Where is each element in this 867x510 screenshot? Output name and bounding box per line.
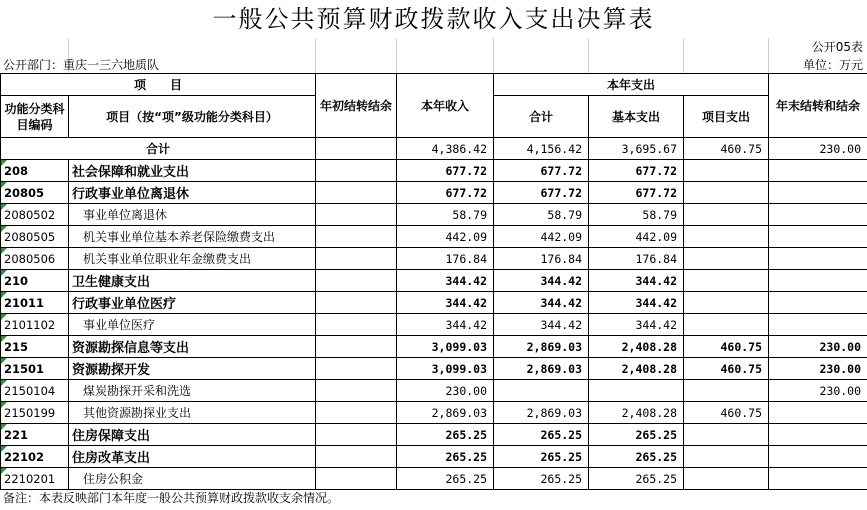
header-exp-basic: 基本支出 xyxy=(589,96,684,138)
row-exp-project[interactable] xyxy=(684,314,769,336)
comment-marker-icon xyxy=(1,468,7,474)
row-exp-project[interactable] xyxy=(684,204,769,226)
row-code-text: 2080505 xyxy=(4,229,56,244)
sheet-gridline xyxy=(315,38,316,73)
row-exp-project[interactable] xyxy=(684,446,769,468)
row-closing[interactable] xyxy=(769,402,867,424)
row-closing[interactable] xyxy=(769,314,867,336)
total-exp-basic: 3,695.67 xyxy=(589,138,684,160)
header-name: 项目（按“项”级功能分类科目） xyxy=(69,96,316,138)
row-opening[interactable] xyxy=(316,314,397,336)
row-opening[interactable] xyxy=(316,248,397,270)
comment-marker-icon xyxy=(1,358,7,364)
table-row xyxy=(1,226,867,248)
row-income[interactable]: 344.42 xyxy=(397,314,494,336)
row-code[interactable] xyxy=(1,380,69,402)
row-closing[interactable] xyxy=(769,468,867,490)
row-exp-project[interactable] xyxy=(684,226,769,248)
row-name[interactable]: 资源勘探开发 xyxy=(69,358,316,380)
row-opening[interactable] xyxy=(316,182,397,204)
row-exp-project[interactable] xyxy=(684,270,769,292)
row-code-text: 215 xyxy=(4,339,29,354)
total-exp-total: 4,156.42 xyxy=(494,138,589,160)
row-exp-basic[interactable]: 442.09 xyxy=(589,226,684,248)
row-code[interactable] xyxy=(1,424,69,446)
row-code[interactable] xyxy=(1,160,69,182)
row-code[interactable] xyxy=(1,336,69,358)
row-code-text: 208 xyxy=(4,163,29,178)
row-income[interactable]: 58.79 xyxy=(397,204,494,226)
row-code[interactable] xyxy=(1,446,69,468)
row-exp-project[interactable] xyxy=(684,380,769,402)
total-income: 4,386.42 xyxy=(397,138,494,160)
table-row xyxy=(1,248,867,270)
row-opening[interactable] xyxy=(316,270,397,292)
row-exp-total[interactable]: 677.72 xyxy=(494,160,589,182)
header-exp-total: 合计 xyxy=(494,96,589,138)
row-opening[interactable] xyxy=(316,358,397,380)
header-expenditure-group: 本年支出 xyxy=(494,74,769,96)
row-income[interactable]: 2,869.03 xyxy=(397,402,494,424)
comment-marker-icon xyxy=(1,182,7,188)
row-closing[interactable] xyxy=(769,292,867,314)
row-code[interactable] xyxy=(1,204,69,226)
row-exp-basic[interactable]: 2,408.28 xyxy=(589,402,684,424)
row-opening[interactable] xyxy=(316,336,397,358)
row-exp-basic[interactable]: 265.25 xyxy=(589,446,684,468)
row-closing[interactable]: 230.00 xyxy=(769,336,867,358)
row-name[interactable]: 事业单位离退休 xyxy=(69,204,316,226)
row-closing[interactable] xyxy=(769,204,867,226)
row-exp-project[interactable] xyxy=(684,292,769,314)
row-income[interactable]: 344.42 xyxy=(397,270,494,292)
row-exp-project[interactable]: 460.75 xyxy=(684,402,769,424)
row-exp-total[interactable]: 2,869.03 xyxy=(494,336,589,358)
row-exp-total[interactable]: 677.72 xyxy=(494,182,589,204)
row-code[interactable] xyxy=(1,402,69,424)
row-closing[interactable] xyxy=(769,446,867,468)
row-income[interactable]: 677.72 xyxy=(397,182,494,204)
row-code-text: 2150199 xyxy=(4,405,56,420)
row-income[interactable]: 677.72 xyxy=(397,160,494,182)
row-exp-total[interactable]: 442.09 xyxy=(494,226,589,248)
row-name[interactable]: 机关事业单位基本养老保险缴费支出 xyxy=(69,226,316,248)
table-row xyxy=(1,358,867,380)
report-title: 一般公共预算财政拨款收入支出决算表 xyxy=(212,5,655,33)
row-closing[interactable]: 230.00 xyxy=(769,380,867,402)
comment-marker-icon xyxy=(1,336,7,342)
row-exp-basic[interactable]: 2,408.28 xyxy=(589,336,684,358)
row-code[interactable] xyxy=(1,248,69,270)
total-closing: 230.00 xyxy=(769,138,867,160)
row-income[interactable]: 265.25 xyxy=(397,446,494,468)
header-code: 功能分类科目编码 xyxy=(1,96,69,138)
row-code-text: 221 xyxy=(4,427,29,442)
row-opening[interactable] xyxy=(316,226,397,248)
header-exp-project: 项目支出 xyxy=(684,96,769,138)
row-exp-total[interactable]: 176.84 xyxy=(494,248,589,270)
row-income[interactable]: 3,099.03 xyxy=(397,358,494,380)
row-income[interactable]: 442.09 xyxy=(397,226,494,248)
row-opening[interactable] xyxy=(316,292,397,314)
row-closing[interactable] xyxy=(769,182,867,204)
row-name[interactable]: 行政事业单位离退休 xyxy=(69,182,316,204)
row-name[interactable]: 住房改革支出 xyxy=(69,446,316,468)
row-exp-total[interactable]: 265.25 xyxy=(494,446,589,468)
row-exp-project[interactable] xyxy=(684,424,769,446)
row-name[interactable]: 卫生健康支出 xyxy=(69,270,316,292)
row-exp-total[interactable]: 344.42 xyxy=(494,314,589,336)
comment-marker-icon xyxy=(1,204,7,210)
total-opening xyxy=(316,138,397,160)
row-opening[interactable] xyxy=(316,468,397,490)
sheet-gridline xyxy=(588,38,589,73)
row-exp-total[interactable]: 2,869.03 xyxy=(494,402,589,424)
comment-marker-icon xyxy=(1,380,7,386)
row-name[interactable]: 煤炭勘探开采和洗选 xyxy=(69,380,316,402)
row-opening[interactable] xyxy=(316,402,397,424)
comment-marker-icon xyxy=(1,402,7,408)
comment-marker-icon xyxy=(1,314,7,320)
row-exp-project[interactable] xyxy=(684,248,769,270)
row-code-text: 2101102 xyxy=(4,317,56,332)
row-income[interactable]: 3,099.03 xyxy=(397,336,494,358)
table-row xyxy=(1,402,867,424)
row-exp-total[interactable]: 344.42 xyxy=(494,270,589,292)
row-exp-total[interactable]: 265.25 xyxy=(494,424,589,446)
row-code-text: 21011 xyxy=(4,295,45,310)
row-name[interactable]: 行政事业单位医疗 xyxy=(69,292,316,314)
row-name[interactable]: 机关事业单位职业年金缴费支出 xyxy=(69,248,316,270)
sheet-gridline xyxy=(683,38,684,73)
row-name[interactable]: 其他资源勘探业支出 xyxy=(69,402,316,424)
form-code: 公开05表 xyxy=(811,40,863,54)
row-exp-basic[interactable]: 265.25 xyxy=(589,424,684,446)
row-name[interactable]: 住房保障支出 xyxy=(69,424,316,446)
row-income[interactable]: 176.84 xyxy=(397,248,494,270)
row-exp-basic[interactable]: 344.42 xyxy=(589,270,684,292)
department-label: 公开部门：重庆一三六地质队 xyxy=(3,58,160,72)
row-income[interactable]: 344.42 xyxy=(397,292,494,314)
row-opening[interactable] xyxy=(316,160,397,182)
table-body xyxy=(1,160,867,490)
comment-marker-icon xyxy=(1,292,7,298)
row-exp-total[interactable]: 344.42 xyxy=(494,292,589,314)
row-name[interactable]: 事业单位医疗 xyxy=(69,314,316,336)
row-name[interactable]: 住房公积金 xyxy=(69,468,316,490)
comment-marker-icon xyxy=(1,248,7,254)
row-exp-basic[interactable]: 58.79 xyxy=(589,204,684,226)
row-income[interactable]: 265.25 xyxy=(397,468,494,490)
row-closing[interactable] xyxy=(769,226,867,248)
row-code-text: 2080506 xyxy=(4,251,56,266)
row-exp-basic[interactable]: 677.72 xyxy=(589,160,684,182)
table-row xyxy=(1,204,867,226)
sheet-gridline xyxy=(493,38,494,73)
header-closing-balance: 年末结转和结余 xyxy=(769,74,867,138)
table-row xyxy=(1,314,867,336)
header-opening-balance: 年初结转结余 xyxy=(316,74,397,138)
row-exp-total[interactable]: 58.79 xyxy=(494,204,589,226)
table-row xyxy=(1,380,867,402)
row-exp-basic[interactable]: 344.42 xyxy=(589,314,684,336)
row-exp-project[interactable]: 460.75 xyxy=(684,358,769,380)
total-row xyxy=(1,138,867,160)
comment-marker-icon xyxy=(1,424,7,430)
table-row xyxy=(1,270,867,292)
row-code-text: 210 xyxy=(4,273,29,288)
row-code[interactable] xyxy=(1,270,69,292)
row-income[interactable]: 265.25 xyxy=(397,424,494,446)
table-row xyxy=(1,292,867,314)
row-code-text: 2150104 xyxy=(4,383,56,398)
row-code[interactable] xyxy=(1,358,69,380)
row-exp-basic[interactable]: 677.72 xyxy=(589,182,684,204)
row-exp-basic[interactable]: 176.84 xyxy=(589,248,684,270)
comment-marker-icon xyxy=(1,226,7,232)
comment-marker-icon xyxy=(1,160,7,166)
table-row xyxy=(1,446,867,468)
sheet-gridline xyxy=(396,38,397,73)
row-opening[interactable] xyxy=(316,380,397,402)
row-exp-total[interactable] xyxy=(494,380,589,402)
row-opening[interactable] xyxy=(316,446,397,468)
row-code-text: 22102 xyxy=(4,449,45,464)
comment-marker-icon xyxy=(1,446,7,452)
row-exp-project[interactable] xyxy=(684,182,769,204)
row-exp-total[interactable]: 265.25 xyxy=(494,468,589,490)
row-closing[interactable]: 230.00 xyxy=(769,358,867,380)
table-row xyxy=(1,160,867,182)
row-exp-project[interactable]: 460.75 xyxy=(684,336,769,358)
row-exp-basic[interactable]: 2,408.28 xyxy=(589,358,684,380)
row-code[interactable] xyxy=(1,292,69,314)
row-code-text: 2210201 xyxy=(4,471,56,486)
row-exp-basic[interactable]: 265.25 xyxy=(589,468,684,490)
comment-marker-icon xyxy=(1,270,7,276)
footnote: 备注：本表反映部门本年度一般公共预算财政拨款收支余情况。 xyxy=(3,491,340,505)
row-code-text: 2080502 xyxy=(4,207,56,222)
row-exp-project[interactable] xyxy=(684,468,769,490)
row-income[interactable]: 230.00 xyxy=(397,380,494,402)
header-income: 本年收入 xyxy=(397,74,494,138)
row-exp-total[interactable]: 2,869.03 xyxy=(494,358,589,380)
row-exp-basic[interactable] xyxy=(589,380,684,402)
row-code[interactable] xyxy=(1,468,69,490)
row-code-text: 21501 xyxy=(4,361,45,376)
row-code[interactable] xyxy=(1,226,69,248)
row-name[interactable]: 资源勘探信息等支出 xyxy=(69,336,316,358)
row-closing[interactable] xyxy=(769,424,867,446)
row-code[interactable] xyxy=(1,182,69,204)
row-name[interactable]: 社会保障和就业支出 xyxy=(69,160,316,182)
row-code-text: 20805 xyxy=(4,185,45,200)
sheet-gridline xyxy=(768,38,769,73)
table-row xyxy=(1,336,867,358)
row-closing[interactable] xyxy=(769,160,867,182)
row-opening[interactable] xyxy=(316,204,397,226)
unit-label: 单位：万元 xyxy=(802,58,863,72)
header-item-group: 项 目 xyxy=(1,74,316,96)
total-exp-project: 460.75 xyxy=(684,138,769,160)
total-label: 合计 xyxy=(1,138,316,160)
table-row xyxy=(1,182,867,204)
row-closing[interactable] xyxy=(769,270,867,292)
table-row xyxy=(1,424,867,446)
budget-table xyxy=(0,73,867,490)
table-row xyxy=(1,468,867,490)
row-closing[interactable] xyxy=(769,248,867,270)
row-exp-project[interactable] xyxy=(684,160,769,182)
row-exp-basic[interactable]: 344.42 xyxy=(589,292,684,314)
row-opening[interactable] xyxy=(316,424,397,446)
row-code[interactable] xyxy=(1,314,69,336)
